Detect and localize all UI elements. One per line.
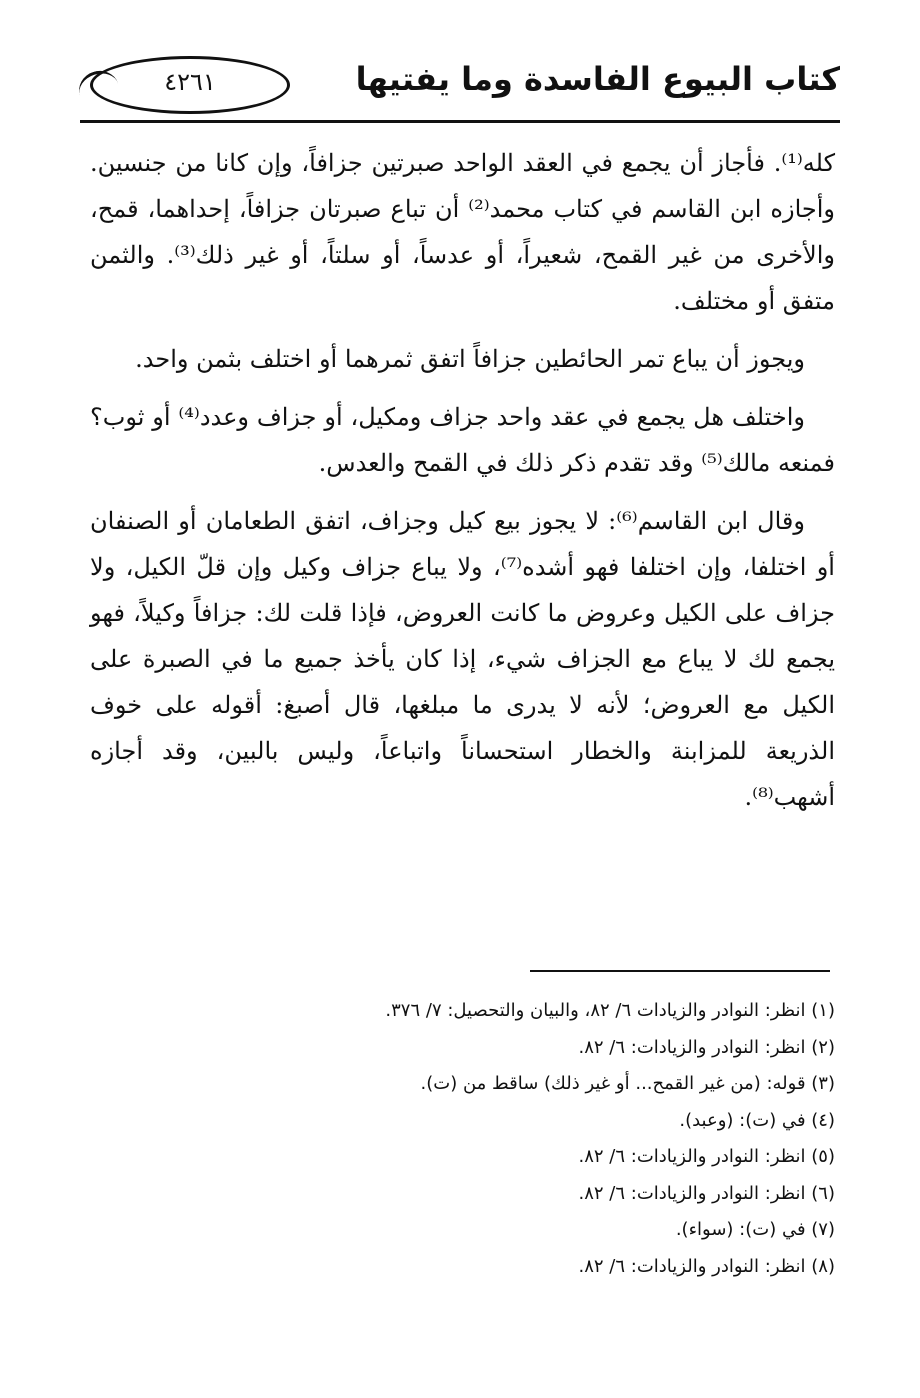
paragraph: واختلف هل يجمع في عقد واحد جزاف ومكيل، أو جزاف وعدد⁽⁴⁾ أو ثوب؟ فمنعه مالك⁽⁵⁾ وقد تقدم ذكر ذلك في القمح والعدس. [90, 403, 835, 477]
running-header [80, 50, 840, 120]
footnote: (٢) انظر: النوادر والزيادات: ٦/ ٨٢. [578, 1036, 835, 1058]
footnotes [90, 993, 835, 1285]
footnote: (٤) في (ت): (وعبد). [679, 1109, 835, 1131]
footnote: (٥) انظر: النوادر والزيادات: ٦/ ٨٢. [578, 1146, 835, 1167]
main-text [90, 140, 835, 832]
footnote: (٨) انظر: النوادر والزيادات: ٦/ ٨٢. [578, 1255, 835, 1277]
paragraph: وقال ابن القاسم⁽⁶⁾: لا يجوز بيع كيل وجزاف، اتفق الطعامان أو الصنفان أو اختلفا، وإن اختلفا فهو أشده⁽⁷⁾، ولا يباع جزاف وكيل وإن قلّ الكيل، ولا جزاف على الكيل وعروض ما كانت العروض، فإذا قلت لك: جزافاً وكيلاً، فهو يجمع لك لا يباع مع الجزاف شيء، إذا كان يأخذ جميع ما في الصبرة على الكيل مع العروض؛ لأنه لا يدرى ما مبلغها، قال أصبغ: أقوله على خوف الذريعة للمزابنة والخطار استحساناً واتباعاً، وليس بالبين، وقد أجازه أشهب⁽⁸⁾. [90, 507, 835, 811]
footnote: (١) انظر: النوادر والزيادات ٦/ ٨٢، والبيان والتحصيل: ٧/ ٣٧٦. [385, 1000, 835, 1021]
footnote: (٧) في (ت): (سواء). [675, 1219, 835, 1240]
header-rule [80, 120, 840, 123]
paragraph: كله⁽¹⁾. فأجاز أن يجمع في العقد الواحد صبرتين جزافاً، وإن كانا من جنسين. وأجازه ابن القاسم في كتاب محمد⁽²⁾ أن تباع صبرتان جزافاً، إحداهما، قمح، والأخرى من غير القمح، شعيراً، أو عدساً، أو سلتاً، أو غير ذلك⁽³⁾. والثمن متفق أو مختلف. [90, 149, 835, 315]
page-number: ٤٢٦١ [164, 68, 216, 96]
footnote-separator [530, 970, 830, 972]
paragraph: ويجوز أن يباع تمر الحائطين جزافاً اتفق ثمرهما أو اختلف بثمن واحد. [135, 345, 805, 373]
chapter-title: كتاب البيوع الفاسدة وما يفتيها [355, 60, 840, 98]
footnote: (٦) انظر: النوادر والزيادات: ٦/ ٨٢. [578, 1182, 835, 1204]
footnote: (٣) قوله: (من غير القمح... أو غير ذلك) ساقط من (ت). [420, 1073, 835, 1094]
